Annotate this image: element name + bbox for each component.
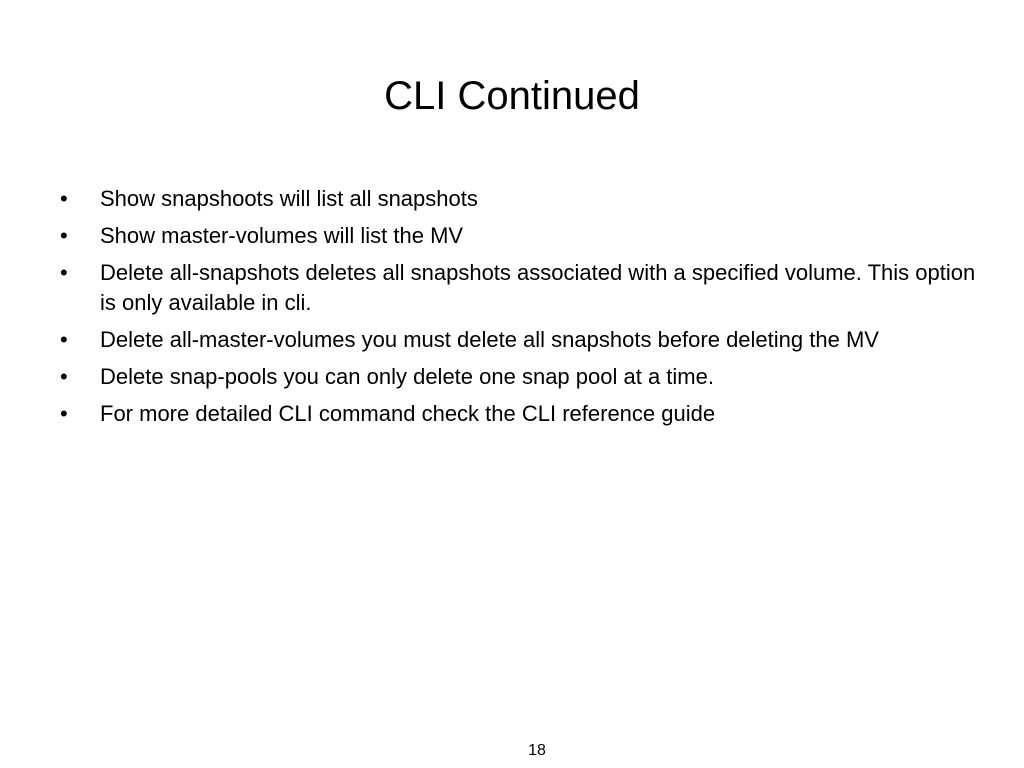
bullet-item	[60, 221, 980, 251]
bullet-marker: •	[60, 186, 68, 211]
bullet-marker: •	[60, 260, 68, 285]
bullet-list	[60, 184, 980, 436]
bullet-item	[60, 362, 980, 392]
bullet-item	[60, 325, 980, 355]
slide-title: CLI Continued	[384, 74, 640, 118]
bullet-item	[60, 258, 980, 318]
bullet-item	[60, 399, 980, 429]
bullet-text: Show master-volumes will list the MV	[100, 223, 464, 248]
bullet-marker: •	[60, 401, 68, 426]
page-number: 18	[528, 742, 546, 759]
bullet-text: Delete all-master-volumes you must delete all snapshots before deleting the MV	[100, 327, 879, 352]
bullet-text: Show snapshoots will list all snapshots	[100, 186, 478, 211]
bullet-marker: •	[60, 327, 68, 352]
bullet-text: For more detailed CLI command check the CLI reference guide	[100, 401, 716, 426]
bullet-text: Delete all-snapshots deletes all snapshots associated with a specified volume. This option is only available in cli.	[100, 260, 976, 315]
bullet-text: Delete snap-pools you can only delete one snap pool at a time.	[100, 364, 714, 389]
bullet-marker: •	[60, 223, 68, 248]
bullet-marker: •	[60, 364, 68, 389]
bullet-item	[60, 184, 980, 214]
